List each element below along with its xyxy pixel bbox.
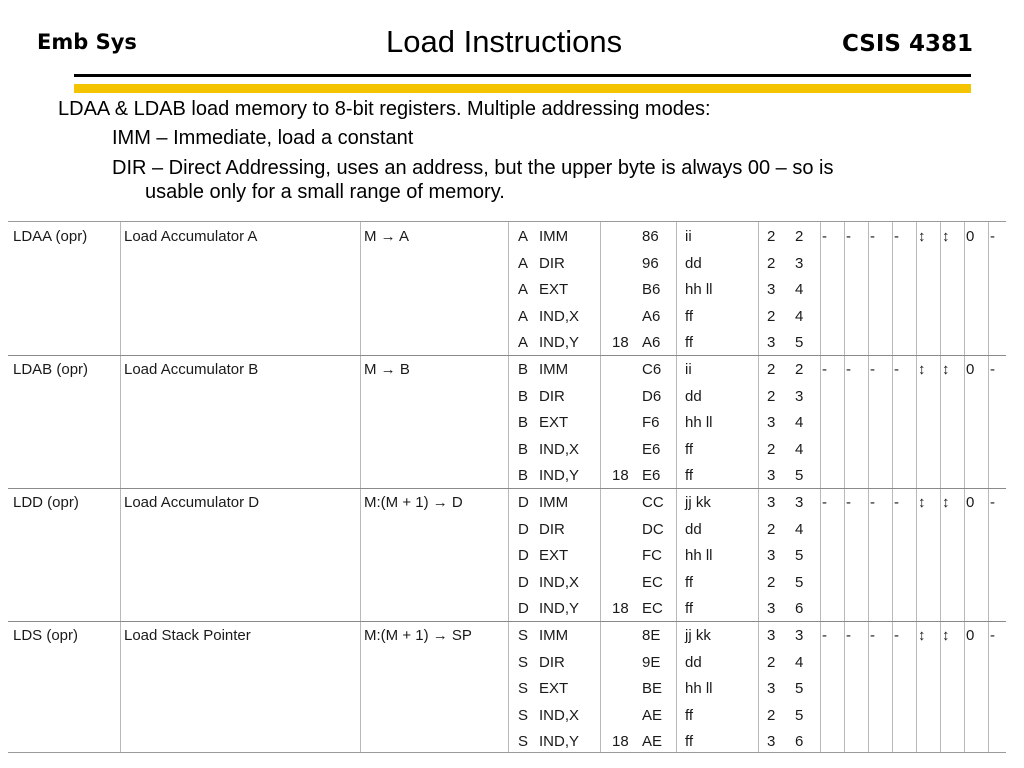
course-code: CSIS 4381 (842, 31, 974, 57)
bytes-cell: 3 (767, 334, 776, 352)
ccr-flag-cell: - (870, 361, 875, 378)
group-divider (8, 621, 1006, 622)
bytes-cell: 3 (767, 414, 776, 432)
operand-cell: ff (685, 307, 694, 325)
bytes-cell: 2 (767, 573, 776, 591)
ccr-flag-cell: - (846, 361, 851, 378)
bytes-cell: 3 (767, 600, 776, 618)
cycles-cell: 4 (795, 414, 804, 432)
opcode-cell: EC (642, 600, 663, 618)
operation-cell: Load Stack Pointer (124, 627, 251, 644)
address-mode-cell: IND,X (539, 440, 580, 458)
ccr-flag-cell: ↕ (942, 228, 950, 245)
cycles-cell: 5 (795, 706, 804, 724)
cycles-cell: 3 (795, 254, 804, 272)
opcode-cell: 96 (642, 254, 659, 272)
address-mode-cell: IND,X (539, 706, 580, 724)
operand-cell: hh ll (685, 547, 713, 565)
header-rule-black (74, 74, 971, 77)
register-cell: S (518, 733, 529, 751)
register-cell: S (518, 653, 529, 671)
operand-cell: hh ll (685, 680, 713, 698)
cycles-cell: 4 (795, 281, 804, 299)
operand-cell: ff (685, 706, 694, 724)
bytes-cell: 3 (767, 680, 776, 698)
mnemonic-cell: LDD (opr) (13, 494, 79, 511)
ccr-flag-cell: - (822, 494, 827, 511)
ccr-flag-cell: - (894, 228, 899, 245)
prebyte-cell: 18 (612, 733, 629, 751)
register-cell: B (518, 414, 529, 432)
opcode-cell: F6 (642, 414, 660, 432)
ccr-flag-cell: - (870, 228, 875, 245)
group-divider (8, 488, 1006, 489)
header-rule-yellow (74, 84, 971, 93)
ccr-flag-cell: - (846, 228, 851, 245)
instruction-group (8, 222, 1006, 355)
operand-cell: ff (685, 334, 694, 352)
cycles-cell: 4 (795, 653, 804, 671)
bytes-cell: 3 (767, 733, 776, 751)
operand-cell: jj kk (685, 627, 711, 644)
operand-cell: dd (685, 387, 702, 405)
bytes-cell: 3 (767, 494, 776, 511)
ccr-flag-cell: ↕ (942, 361, 950, 378)
operand-cell: dd (685, 254, 702, 272)
instruction-group (8, 488, 1006, 621)
mnemonic-cell: LDS (opr) (13, 627, 79, 644)
address-mode-cell: EXT (539, 547, 569, 565)
ccr-flag-cell: - (990, 494, 995, 511)
operand-cell: ff (685, 440, 694, 458)
operation-cell: Load Accumulator A (124, 228, 258, 245)
bytes-cell: 2 (767, 440, 776, 458)
address-mode-cell: DIR (539, 387, 565, 405)
register-cell: B (518, 440, 529, 458)
cycles-cell: 5 (795, 334, 804, 352)
ccr-flag-cell: ↕ (918, 627, 926, 644)
operand-cell: hh ll (685, 281, 713, 299)
description-cell: M:(M + 1) → SP (364, 627, 472, 644)
address-mode-cell: IND,Y (539, 733, 580, 751)
ccr-flag-cell: 0 (966, 361, 975, 378)
bytes-cell: 3 (767, 547, 776, 565)
register-cell: S (518, 706, 529, 724)
operand-cell: jj kk (685, 494, 711, 511)
register-cell: A (518, 228, 529, 245)
address-mode-cell: IND,X (539, 573, 580, 591)
course-label: Emb Sys (37, 30, 137, 54)
operation-cell: Load Accumulator B (124, 361, 259, 378)
address-mode-cell: IND,X (539, 307, 580, 325)
address-mode-cell: IMM (539, 627, 569, 644)
bytes-cell: 3 (767, 627, 776, 644)
operand-cell: ff (685, 600, 694, 618)
cycles-cell: 5 (795, 573, 804, 591)
opcode-cell: AE (642, 706, 663, 724)
mnemonic-cell: LDAB (opr) (13, 361, 89, 378)
cycles-cell: 4 (795, 440, 804, 458)
opcode-cell: D6 (642, 387, 662, 405)
address-mode-cell: EXT (539, 680, 569, 698)
operand-cell: dd (685, 520, 702, 538)
register-cell: S (518, 627, 529, 644)
register-cell: D (518, 573, 529, 591)
operand-cell: ff (685, 467, 694, 485)
instruction-group (8, 621, 1006, 754)
ccr-flag-cell: - (990, 361, 995, 378)
opcode-cell: CC (642, 494, 664, 511)
ccr-flag-cell: - (870, 494, 875, 511)
address-mode-cell: IND,Y (539, 600, 580, 618)
ccr-flag-cell: - (894, 494, 899, 511)
ccr-flag-cell: - (894, 361, 899, 378)
ccr-flag-cell: - (990, 627, 995, 644)
register-cell: D (518, 600, 529, 618)
cycles-cell: 5 (795, 467, 804, 485)
ccr-flag-cell: - (846, 627, 851, 644)
operand-cell: dd (685, 653, 702, 671)
mnemonic-cell: LDAA (opr) (13, 228, 88, 245)
bytes-cell: 3 (767, 281, 776, 299)
cycles-cell: 5 (795, 680, 804, 698)
register-cell: S (518, 680, 529, 698)
cycles-cell: 3 (795, 387, 804, 405)
operand-cell: hh ll (685, 414, 713, 432)
opcode-cell: 8E (642, 627, 661, 644)
address-mode-cell: DIR (539, 653, 565, 671)
bullet-main: LDAA & LDAB load memory to 8-bit registers. Multiple addressing modes: (58, 98, 711, 120)
ccr-flag-cell: ↕ (918, 228, 926, 245)
opcode-cell: A6 (642, 307, 661, 325)
opcode-cell: AE (642, 733, 663, 751)
cycles-cell: 2 (795, 228, 804, 245)
ccr-flag-cell: - (822, 627, 827, 644)
bytes-cell: 2 (767, 361, 776, 378)
cycles-cell: 6 (795, 733, 804, 751)
bytes-cell: 2 (767, 254, 776, 272)
description-cell: M → A (364, 228, 410, 245)
opcode-cell: E6 (642, 467, 661, 485)
bytes-cell: 2 (767, 307, 776, 325)
operand-cell: ii (685, 361, 692, 378)
address-mode-cell: DIR (539, 520, 565, 538)
ccr-flag-cell: 0 (966, 228, 975, 245)
page-title: Load Instructions (386, 24, 623, 59)
prebyte-cell: 18 (612, 600, 629, 618)
opcode-cell: 9E (642, 653, 661, 671)
cycles-cell: 3 (795, 627, 804, 644)
bullet-dir-line2: usable only for a small range of memory. (145, 181, 505, 203)
opcode-cell: DC (642, 520, 664, 538)
address-mode-cell: IMM (539, 228, 569, 245)
bullet-dir (112, 156, 952, 204)
opcode-cell: 86 (642, 228, 659, 245)
ccr-flag-cell: ↕ (918, 494, 926, 511)
operand-cell: ff (685, 733, 694, 751)
opcode-cell: B6 (642, 281, 661, 299)
bytes-cell: 2 (767, 228, 776, 245)
bytes-cell: 2 (767, 653, 776, 671)
ccr-flag-cell: 0 (966, 494, 975, 511)
register-cell: A (518, 254, 529, 272)
address-mode-cell: IMM (539, 361, 569, 378)
prebyte-cell: 18 (612, 334, 629, 352)
instruction-group (8, 355, 1006, 488)
opcode-cell: C6 (642, 361, 662, 378)
opcode-cell: BE (642, 680, 663, 698)
operation-cell: Load Accumulator D (124, 494, 260, 511)
bytes-cell: 2 (767, 706, 776, 724)
register-cell: D (518, 494, 529, 511)
bytes-cell: 2 (767, 520, 776, 538)
register-cell: B (518, 387, 529, 405)
opcode-cell: A6 (642, 334, 661, 352)
register-cell: D (518, 547, 529, 565)
address-mode-cell: EXT (539, 414, 569, 432)
description-cell: M:(M + 1) → D (364, 494, 463, 511)
ccr-flag-cell: - (870, 627, 875, 644)
description-cell: M → B (364, 361, 410, 378)
register-cell: A (518, 307, 529, 325)
opcode-cell: EC (642, 573, 663, 591)
group-divider (8, 355, 1006, 356)
cycles-cell: 3 (795, 494, 804, 511)
address-mode-cell: IND,Y (539, 334, 580, 352)
ccr-flag-cell: - (822, 361, 827, 378)
operand-cell: ff (685, 573, 694, 591)
register-cell: D (518, 520, 529, 538)
cycles-cell: 2 (795, 361, 804, 378)
ccr-flag-cell: - (822, 228, 827, 245)
ccr-flag-cell: ↕ (918, 361, 926, 378)
address-mode-cell: IND,Y (539, 467, 580, 485)
ccr-flag-cell: - (846, 494, 851, 511)
cycles-cell: 6 (795, 600, 804, 618)
opcode-cell: E6 (642, 440, 661, 458)
address-mode-cell: DIR (539, 254, 565, 272)
address-mode-cell: IMM (539, 494, 569, 511)
register-cell: B (518, 361, 529, 378)
cycles-cell: 4 (795, 307, 804, 325)
register-cell: A (518, 334, 529, 352)
opcode-cell: FC (642, 547, 662, 565)
ccr-flag-cell: - (894, 627, 899, 644)
bullet-imm: IMM – Immediate, load a constant (112, 127, 414, 149)
register-cell: A (518, 281, 529, 299)
ccr-flag-cell: ↕ (942, 494, 950, 511)
bytes-cell: 2 (767, 387, 776, 405)
address-mode-cell: EXT (539, 281, 569, 299)
ccr-flag-cell: - (990, 228, 995, 245)
bytes-cell: 3 (767, 467, 776, 485)
register-cell: B (518, 467, 529, 485)
instruction-table (8, 221, 1006, 753)
cycles-cell: 5 (795, 547, 804, 565)
prebyte-cell: 18 (612, 467, 629, 485)
operand-cell: ii (685, 228, 692, 245)
ccr-flag-cell: 0 (966, 627, 975, 644)
cycles-cell: 4 (795, 520, 804, 538)
bullet-dir-line1: DIR – Direct Addressing, uses an address, but the upper byte is always 00 – so is (112, 157, 834, 179)
ccr-flag-cell: ↕ (942, 627, 950, 644)
